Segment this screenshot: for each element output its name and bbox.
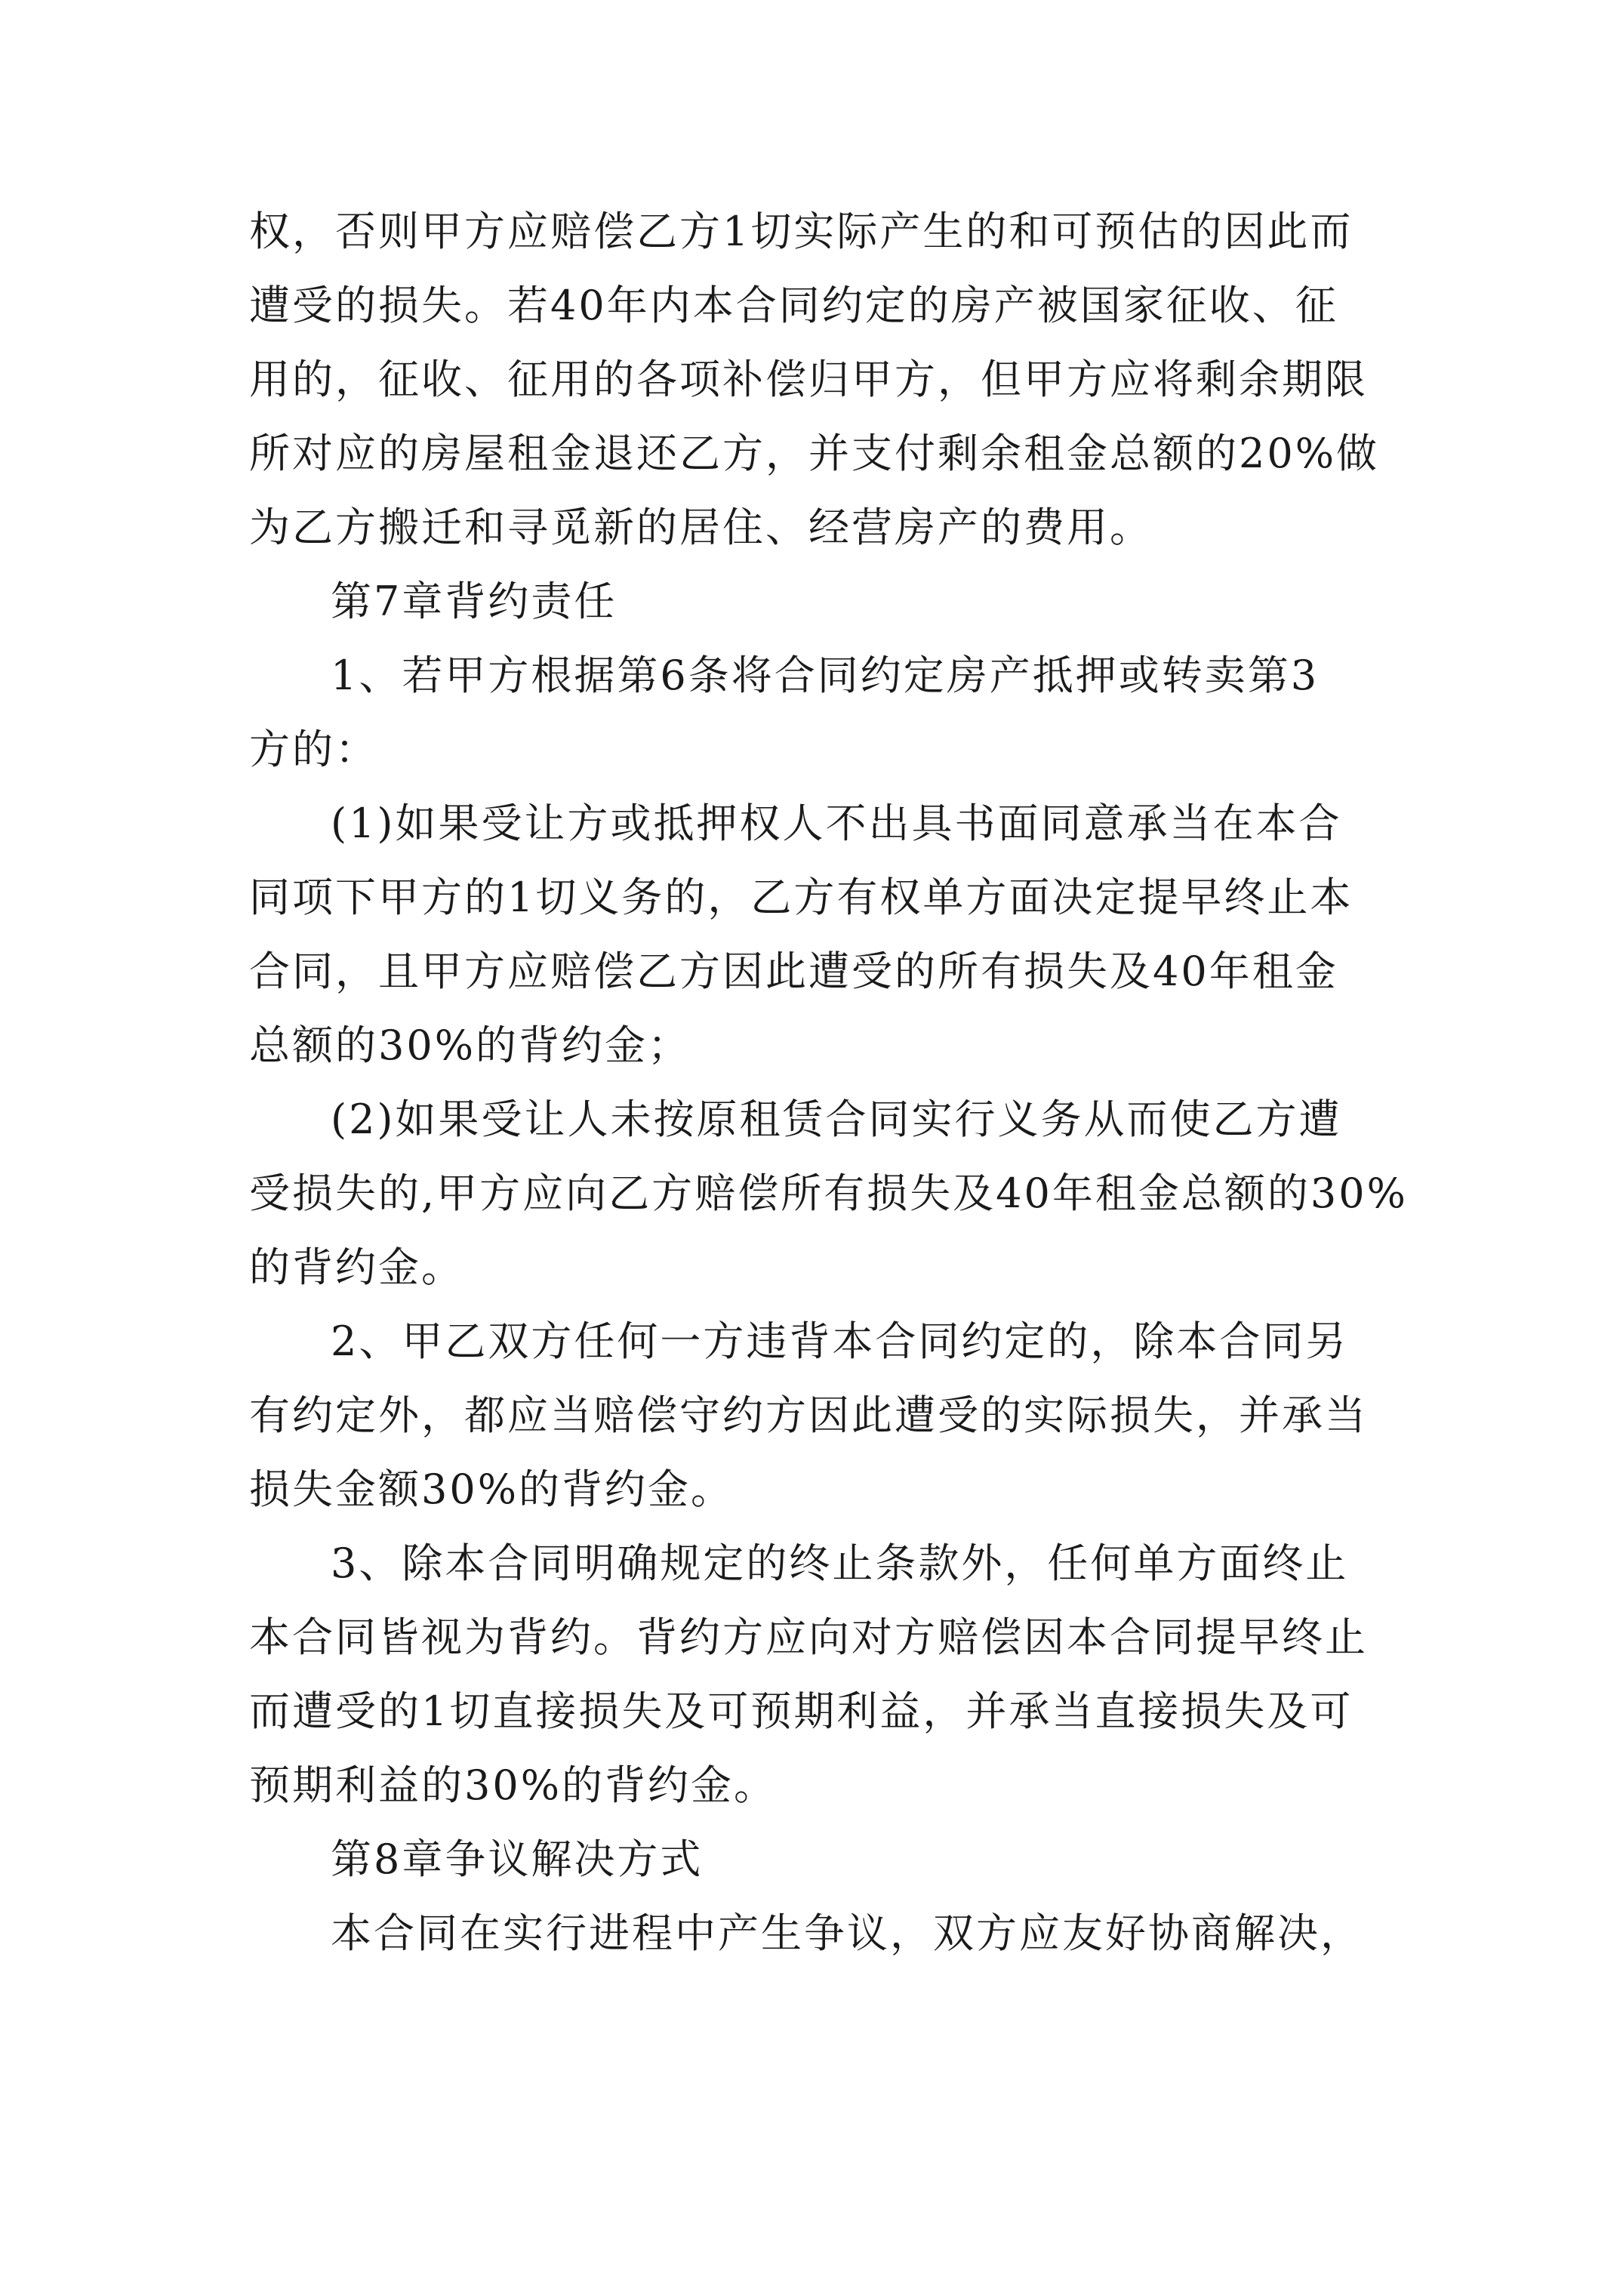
chapter-7-heading: 第7章背约责任 xyxy=(331,578,617,625)
text-line-17: 有约定外，都应当赔偿守约方因此遭受的实际损失，并承当 xyxy=(249,1391,1368,1439)
text-line-22: 预期利益的30%的背约金。 xyxy=(249,1761,778,1809)
text-line-11: 合同，且甲方应赔偿乙方因此遭受的所有损失及40年租金 xyxy=(249,948,1338,995)
text-line-7: 1、若甲方根据第6条将合同约定房产抵押或转卖第3 xyxy=(331,652,1320,699)
text-line-15: 的背约金。 xyxy=(249,1244,464,1291)
text-line-9: (1)如果受让方或抵押权人不出具书面同意承当在本合 xyxy=(331,800,1342,847)
contract-text-block xyxy=(249,195,1408,1971)
text-line-1: 权，否则甲方应赔偿乙方1切实际产生的和可预估的因此而 xyxy=(249,208,1354,255)
text-line-4: 所对应的房屋租金退还乙方，并支付剩余租金总额的20%做 xyxy=(249,430,1380,477)
text-line-21: 而遭受的1切直接损失及可预期利益，并承当直接损失及可 xyxy=(249,1687,1354,1735)
text-line-12: 总额的30%的背约金； xyxy=(249,1022,691,1069)
text-line-8: 方的： xyxy=(249,726,378,773)
text-line-19: 3、除本合同明确规定的终止条款外，任何单方面终止 xyxy=(331,1539,1349,1587)
text-line-16: 2、甲乙双方任何一方违背本合同约定的，除本合同另 xyxy=(331,1318,1349,1365)
text-line-24: 本合同在实行进程中产生争议，双方应友好协商解决， xyxy=(331,1909,1363,1957)
text-line-3: 用的，征收、征用的各项补偿归甲方，但甲方应将剩余期限 xyxy=(249,356,1368,403)
text-line-2: 遭受的损失。若40年内本合同约定的房产被国家征收、征 xyxy=(249,282,1338,329)
text-line-14: 受损失的,甲方应向乙方赔偿所有损失及40年租金总额的30% xyxy=(249,1170,1408,1217)
text-line-13: (2)如果受让人未按原租赁合同实行义务从而使乙方遭 xyxy=(331,1096,1342,1143)
text-line-5: 为乙方搬迁和寻觅新的居住、经营房产的费用。 xyxy=(249,504,1153,551)
chapter-8-heading: 第8章争议解决方式 xyxy=(331,1835,704,1883)
text-line-10: 同项下甲方的1切义务的，乙方有权单方面决定提早终止本 xyxy=(249,874,1354,921)
text-line-20: 本合同皆视为背约。背约方应向对方赔偿因本合同提早终止 xyxy=(249,1613,1368,1661)
text-line-18: 损失金额30%的背约金。 xyxy=(249,1465,735,1513)
